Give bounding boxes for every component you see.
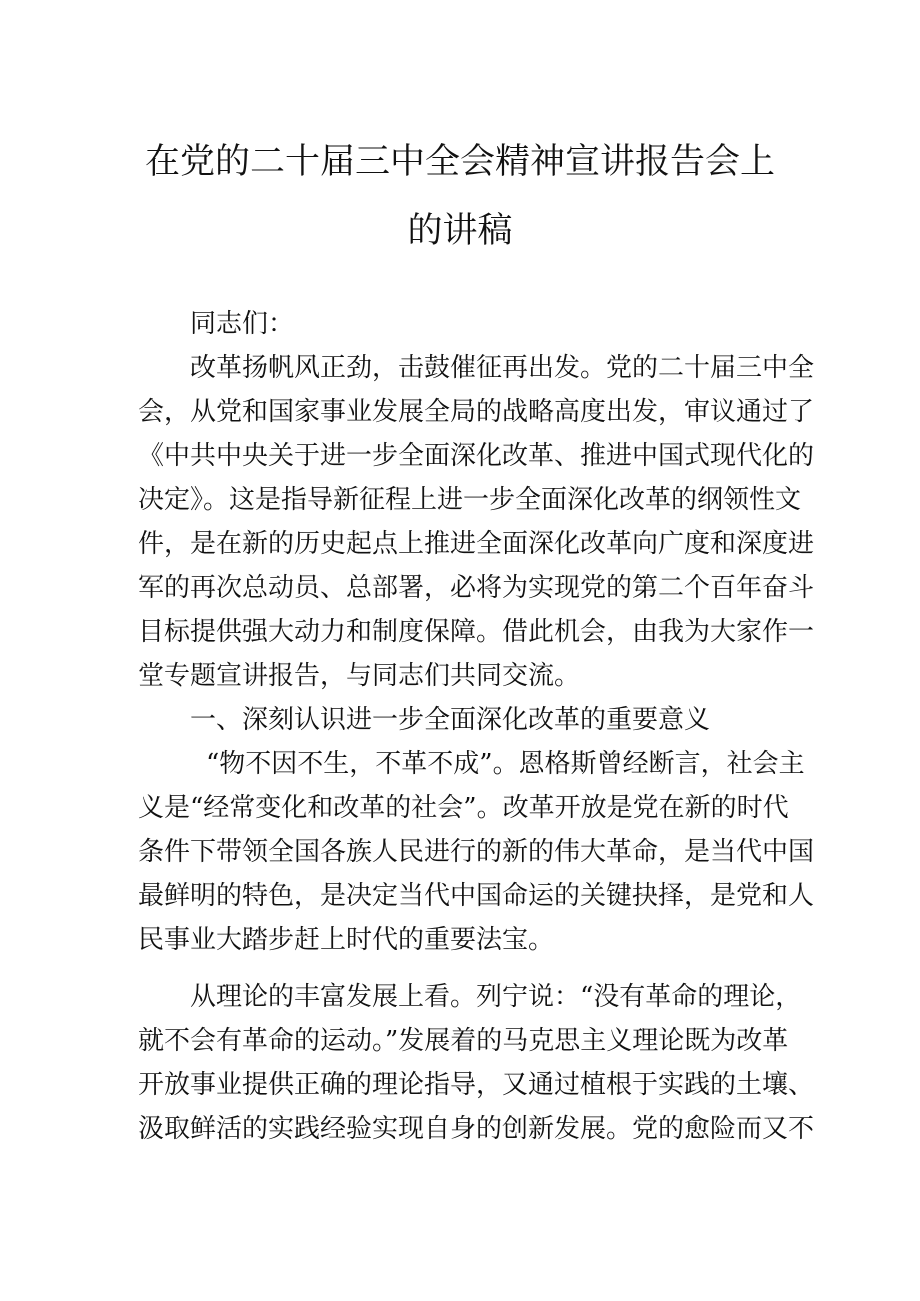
paragraph-1-line-6: 军的再次总动员、总部署，必将为实现党的第二个百年奋斗 [138,573,815,603]
document-title-line-1: 在党的二十届三中全会精神宣讲报告会上 [144,142,775,182]
section-heading-1: 一、深刻认识进一步全面深化改革的重要意义 [190,705,711,735]
paragraph-1-line-4: 决定》。这是指导新征程上进一步全面深化改革的纲领性文 [138,485,802,515]
paragraph-2-line-2: 义是“经常变化和改革的社会”。改革开放是党在新的时代 [138,793,789,823]
paragraph-3-line-1: 从理论的丰富发展上看。列宁说：“没有革命的理论， [190,982,802,1012]
paragraph-1-line-5: 件，是在新的历史起点上推进全面深化改革向广度和深度进 [138,529,815,559]
paragraph-2-line-1: “物不因不生，不革不成”。恩格斯曾经断言，社会主 [206,749,805,779]
paragraph-1-line-1: 改革扬帆风正劲，击鼓催征再出发。党的二十届三中全 [190,353,815,383]
paragraph-1-line-2: 会，从党和国家事业发展全局的战略高度出发，审议通过了 [138,397,815,427]
paragraph-3-line-3: 开放事业提供正确的理论指导，又通过植根于实践的土壤、 [138,1070,815,1100]
document-title-line-2: 的讲稿 [407,211,513,251]
paragraph-2-line-5: 民事业大踏步赶上时代的重要法宝。 [138,925,555,955]
salutation: 同志们： [190,309,295,339]
paragraph-2-line-3: 条件下带领全国各族人民进行的新的伟大革命，是当代中国 [138,837,815,867]
paragraph-1-line-8: 堂专题宣讲报告，与同志们共同交流。 [138,661,581,691]
paragraph-3-line-2: 就不会有革命的运动。”发展着的马克思主义理论既为改革 [138,1026,789,1056]
paragraph-3-line-4: 汲取鲜活的实践经验实现自身的创新发展。党的愈险而又不 [138,1114,815,1144]
paragraph-2-line-4: 最鲜明的特色，是决定当代中国命运的关键抉择，是党和人 [138,881,815,911]
paragraph-1-line-3: 《中共中央关于进一步全面深化改革、推进中国式现代化的 [138,441,815,471]
paragraph-1-line-7: 目标提供强大动力和制度保障。借此机会，由我为大家作一 [138,617,815,647]
